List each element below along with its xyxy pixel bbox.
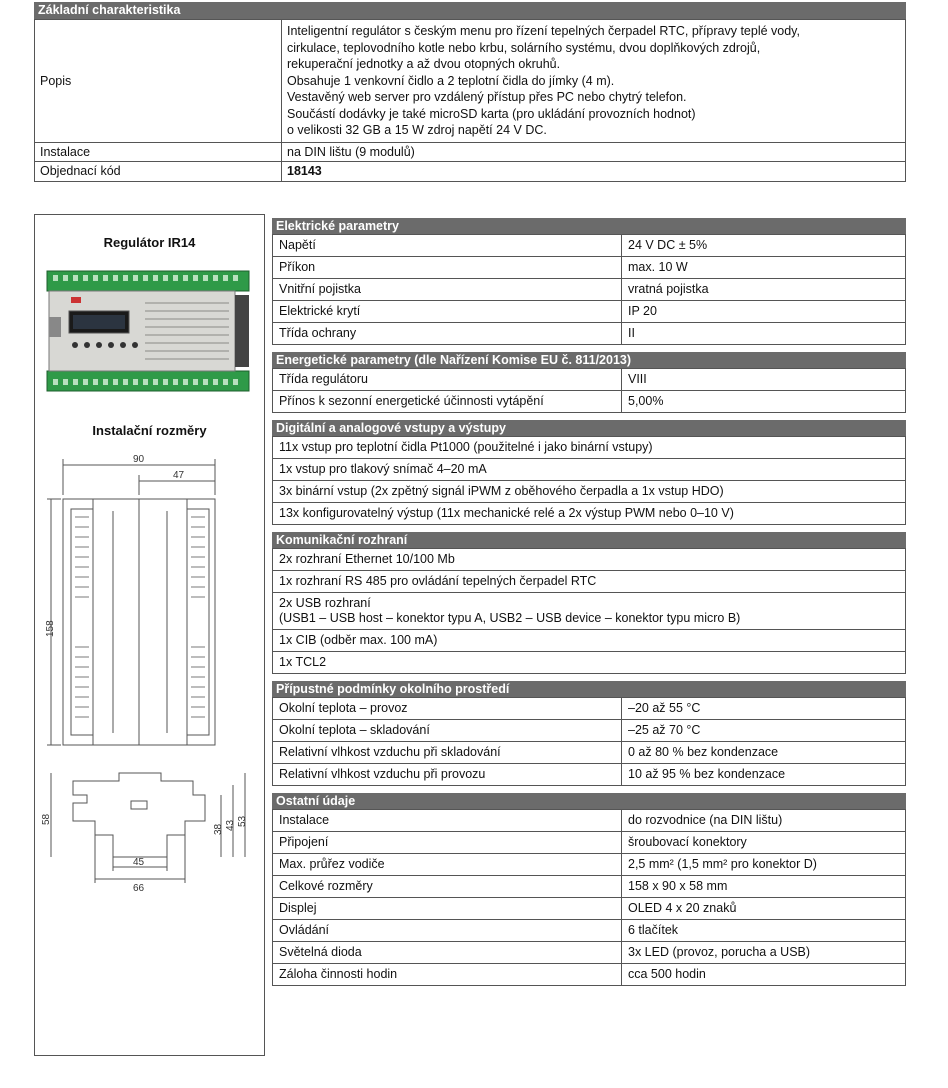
- product-image-panel: [34, 214, 265, 1056]
- param-value: max. 10 W: [622, 257, 906, 279]
- table-row: [273, 854, 906, 876]
- param-label: Instalace: [273, 810, 622, 832]
- dim-label: 53: [237, 815, 248, 827]
- param-label: Záloha činnosti hodin: [273, 964, 622, 986]
- param-value: IP 20: [622, 301, 906, 323]
- table-row: [35, 162, 906, 182]
- popis-label: Popis: [35, 20, 282, 143]
- table-row: [273, 323, 906, 345]
- param-value: VIII: [622, 369, 906, 391]
- param-value: 6 tlačítek: [622, 920, 906, 942]
- comm-item: 2x rozhraní Ethernet 10/100 Mb: [273, 549, 906, 571]
- instalace-value: na DIN lištu (9 modulů): [282, 142, 906, 162]
- param-value: 24 V DC ± 5%: [622, 235, 906, 257]
- comm-item: 1x CIB (odběr max. 100 mA): [273, 630, 906, 652]
- io-section: [272, 420, 906, 525]
- env-table: [272, 697, 906, 786]
- table-row: [273, 942, 906, 964]
- table-row: [273, 235, 906, 257]
- instalace-label: Instalace: [35, 142, 282, 162]
- param-label: Připojení: [273, 832, 622, 854]
- regulator-title: Regulátor IR14: [103, 235, 196, 250]
- comm-item: 1x rozhraní RS 485 pro ovládání tepelných čerpadel RTC: [273, 571, 906, 593]
- io-item: 13x konfigurovatelný výstup (11x mechanické relé a 2x výstup PWM nebo 0–10 V): [273, 503, 906, 525]
- other-header: Ostatní údaje: [272, 793, 906, 809]
- desc-line: Inteligentní regulátor s českým menu pro řízení tepelných čerpadel RTC, přípravy teplé vody,: [287, 24, 800, 38]
- dim-label: 47: [173, 470, 185, 481]
- param-value: 2,5 mm² (1,5 mm² pro konektor D): [622, 854, 906, 876]
- table-row: [35, 142, 906, 162]
- table-row: [273, 742, 906, 764]
- dim-label: 38: [213, 823, 224, 835]
- param-value: 158 x 90 x 58 mm: [622, 876, 906, 898]
- param-value: –20 až 55 °C: [622, 698, 906, 720]
- param-value: 3x LED (provoz, porucha a USB): [622, 942, 906, 964]
- dimension-drawing: [43, 451, 257, 1051]
- table-row: [273, 698, 906, 720]
- table-row: [273, 437, 906, 459]
- table-row: [273, 369, 906, 391]
- table-row: [273, 764, 906, 786]
- io-item: 1x vstup pro tlakový snímač 4–20 mA: [273, 459, 906, 481]
- basic-section: [34, 2, 906, 182]
- param-value: vratná pojistka: [622, 279, 906, 301]
- comm-item-usb-line: (USB1 – USB host – konektor typu A, USB2 – USB device – konektor typu micro B): [279, 611, 741, 625]
- dim-label: 58: [41, 813, 52, 825]
- energy-table: [272, 368, 906, 413]
- desc-line: cirkulace, teplovodního kotle nebo krbu, solárního systému, dvou doplňkových zdrojů,: [287, 40, 761, 55]
- dims-title: Instalační rozměry: [92, 423, 207, 438]
- param-label: Napětí: [273, 235, 622, 257]
- dim-label: 158: [45, 620, 56, 637]
- param-value: II: [622, 323, 906, 345]
- param-value: 5,00%: [622, 391, 906, 413]
- table-row: [273, 832, 906, 854]
- table-row: [273, 549, 906, 571]
- table-row: [273, 652, 906, 674]
- param-label: Třída regulátoru: [273, 369, 622, 391]
- table-row: [273, 810, 906, 832]
- param-label: Přínos k sezonní energetické účinnosti vytápění: [273, 391, 622, 413]
- param-label: Okolní teplota – provoz: [273, 698, 622, 720]
- kod-label: Objednací kód: [35, 162, 282, 182]
- dim-label: 90: [133, 454, 145, 465]
- regulator-device-image: [45, 267, 253, 397]
- table-row: [273, 720, 906, 742]
- param-label: Příkon: [273, 257, 622, 279]
- table-row: [273, 898, 906, 920]
- table-row: [273, 964, 906, 986]
- param-value: 10 až 95 % bez kondenzace: [622, 764, 906, 786]
- table-row: [273, 459, 906, 481]
- param-label: Relativní vlhkost vzduchu při skladování: [273, 742, 622, 764]
- desc-line: Součástí dodávky je také microSD karta (pro ukládání provozních hodnot): [287, 106, 696, 121]
- comm-item: 1x TCL2: [273, 652, 906, 674]
- kod-value: 18143: [282, 162, 906, 182]
- dim-label: 43: [225, 819, 236, 831]
- electric-header: Elektrické parametry: [272, 218, 906, 234]
- basic-table: [34, 19, 906, 182]
- table-row: [273, 920, 906, 942]
- io-item: 3x binární vstup (2x zpětný signál iPWM z oběhového čerpadla a 1x vstup HDO): [273, 481, 906, 503]
- table-row: [273, 571, 906, 593]
- other-table: [272, 809, 906, 986]
- comm-table: [272, 548, 906, 674]
- env-section: [272, 681, 906, 786]
- param-label: Světelná dioda: [273, 942, 622, 964]
- param-label: Displej: [273, 898, 622, 920]
- table-row: [273, 301, 906, 323]
- param-value: 0 až 80 % bez kondenzace: [622, 742, 906, 764]
- io-item: 11x vstup pro teplotní čidla Pt1000 (použitelné i jako binární vstupy): [273, 437, 906, 459]
- electric-section: [272, 218, 906, 345]
- param-label: Relativní vlhkost vzduchu při provozu: [273, 764, 622, 786]
- io-table: [272, 436, 906, 525]
- table-row: [273, 630, 906, 652]
- energy-section: [272, 352, 906, 413]
- param-label: Třída ochrany: [273, 323, 622, 345]
- table-row: [273, 391, 906, 413]
- param-label: Vnitřní pojistka: [273, 279, 622, 301]
- param-label: Elektrické krytí: [273, 301, 622, 323]
- desc-line: o velikosti 32 GB a 15 W zdroj napětí 24 V DC.: [287, 123, 547, 137]
- popis-value: [282, 20, 906, 143]
- table-row: [273, 593, 906, 630]
- basic-header: Základní charakteristika: [34, 2, 906, 19]
- param-value: šroubovací konektory: [622, 832, 906, 854]
- io-header: Digitální a analogové vstupy a výstupy: [272, 420, 906, 436]
- table-row: [35, 20, 906, 143]
- param-value: –25 až 70 °C: [622, 720, 906, 742]
- param-value: OLED 4 x 20 znaků: [622, 898, 906, 920]
- param-label: Celkové rozměry: [273, 876, 622, 898]
- desc-line: Vestavěný web server pro vzdálený přístup přes PC nebo chytrý telefon.: [287, 90, 687, 104]
- param-label: Okolní teplota – skladování: [273, 720, 622, 742]
- table-row: [273, 279, 906, 301]
- param-label: Max. průřez vodiče: [273, 854, 622, 876]
- param-value: cca 500 hodin: [622, 964, 906, 986]
- param-label: Ovládání: [273, 920, 622, 942]
- comm-item-usb: [273, 593, 906, 630]
- table-row: [273, 876, 906, 898]
- table-row: [273, 257, 906, 279]
- energy-header: Energetické parametry (dle Nařízení Komise EU č. 811/2013): [272, 352, 906, 368]
- desc-line: Obsahuje 1 venkovní čidlo a 2 teplotní čidla do jímky (4 m).: [287, 73, 615, 88]
- comm-item-usb-line: 2x USB rozhraní: [279, 596, 371, 610]
- dim-label: 45: [133, 857, 145, 868]
- desc-line: rekuperační jednotky a až dvou otopných okruhů.: [287, 57, 561, 71]
- param-value: do rozvodnice (na DIN lištu): [622, 810, 906, 832]
- electric-table: [272, 234, 906, 345]
- comm-section: [272, 532, 906, 674]
- specs-column: [272, 218, 906, 993]
- table-row: [273, 481, 906, 503]
- other-section: [272, 793, 906, 986]
- comm-header: Komunikační rozhraní: [272, 532, 906, 548]
- table-row: [273, 503, 906, 525]
- dim-label: 66: [133, 883, 145, 894]
- env-header: Přípustné podmínky okolního prostředí: [272, 681, 906, 697]
